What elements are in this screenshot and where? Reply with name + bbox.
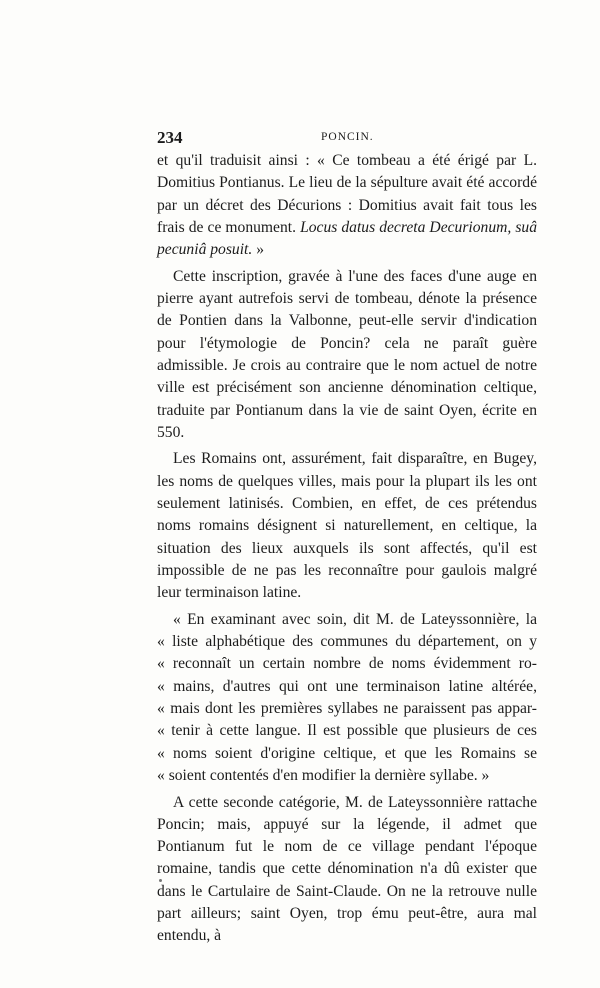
latin-inscription: Locus datus decreta Decurionum, suâ pecuniâ posuit. [157, 218, 537, 259]
paragraph-1-text: et qu'il traduisit ainsi : « Ce tombeau a été érigé par L. Domitius Pontianus. Le lieu de la sépulture avait été accordé par un décret des Décurions : Domitius avait fait tous les frais de ce monument. [157, 152, 537, 236]
quote-line: « tenir à cette langue. Il est possible que plusieurs de ces [157, 722, 537, 740]
quote-line: « reconnaît un certain nombre de noms évidemment ro- [157, 655, 537, 673]
body-text [157, 150, 537, 948]
quote-line: « mains, d'autres qui ont une terminaison latine altérée, [157, 677, 537, 695]
quote-line: « mais dont les premières syllabes ne paraissent pas appar- [157, 700, 537, 718]
quote-line: « liste alphabétique des communes du département, on y [157, 633, 537, 651]
quote-line: « En examinant avec soin, dit M. de Lateyssonnière, la [173, 610, 537, 628]
paragraph-1 [157, 150, 537, 261]
paper-speck [159, 879, 162, 882]
paragraph-3: Les Romains ont, assurément, fait disparaître, en Bugey, les noms de quelques villes, mais pour la plupart ils les ont seulement latinisés. Combien, en effet, de ces prétendus noms romains désignent si naturellement, en celtique, la situation des lieux auxquels ils sont affectés, qu'il est impossible de ne pas les reconnaître pour gaulois malgré leur terminaison latine. [157, 450, 537, 602]
paragraph-2: Cette inscription, gravée à l'une des faces d'une auge en pierre ayant autrefois servi de tombeau, dénote la présence de Pontien dans la Valbonne, peut-elle servir d'indication pour l'étymologie de Poncin? cela ne paraît guère admissible. Je crois au contraire que le nom actuel de notre ville est précisément son ancienne dénomination celtique, traduite par Pontianum dans la vie de saint Oyen, écrite en 550. [157, 267, 537, 441]
quote-line: « noms soient d'origine celtique, et que les Romains se [157, 744, 537, 762]
running-title: PONCIN. [321, 131, 374, 143]
quote-line: « soient contentés d'en modifier la dernière syllabe. » [157, 766, 490, 784]
page-number: 234 [157, 128, 183, 147]
paragraph-1-close: » [252, 241, 264, 259]
page-header [157, 128, 537, 150]
quotation-block [157, 609, 537, 787]
paragraph-5: A cette seconde catégorie, M. de Lateyssonnière rattache Poncin; mais, appuyé sur la légende, il admet que Pontianum fut le nom de ce village pendant l'époque romaine, tandis que cette dénomination n'a dû exister que dans le Cartulaire de Saint-Claude. On ne la retrouve nulle part ailleurs; saint Oyen, trop ému peut-être, aura mal entendu, à [157, 793, 537, 945]
